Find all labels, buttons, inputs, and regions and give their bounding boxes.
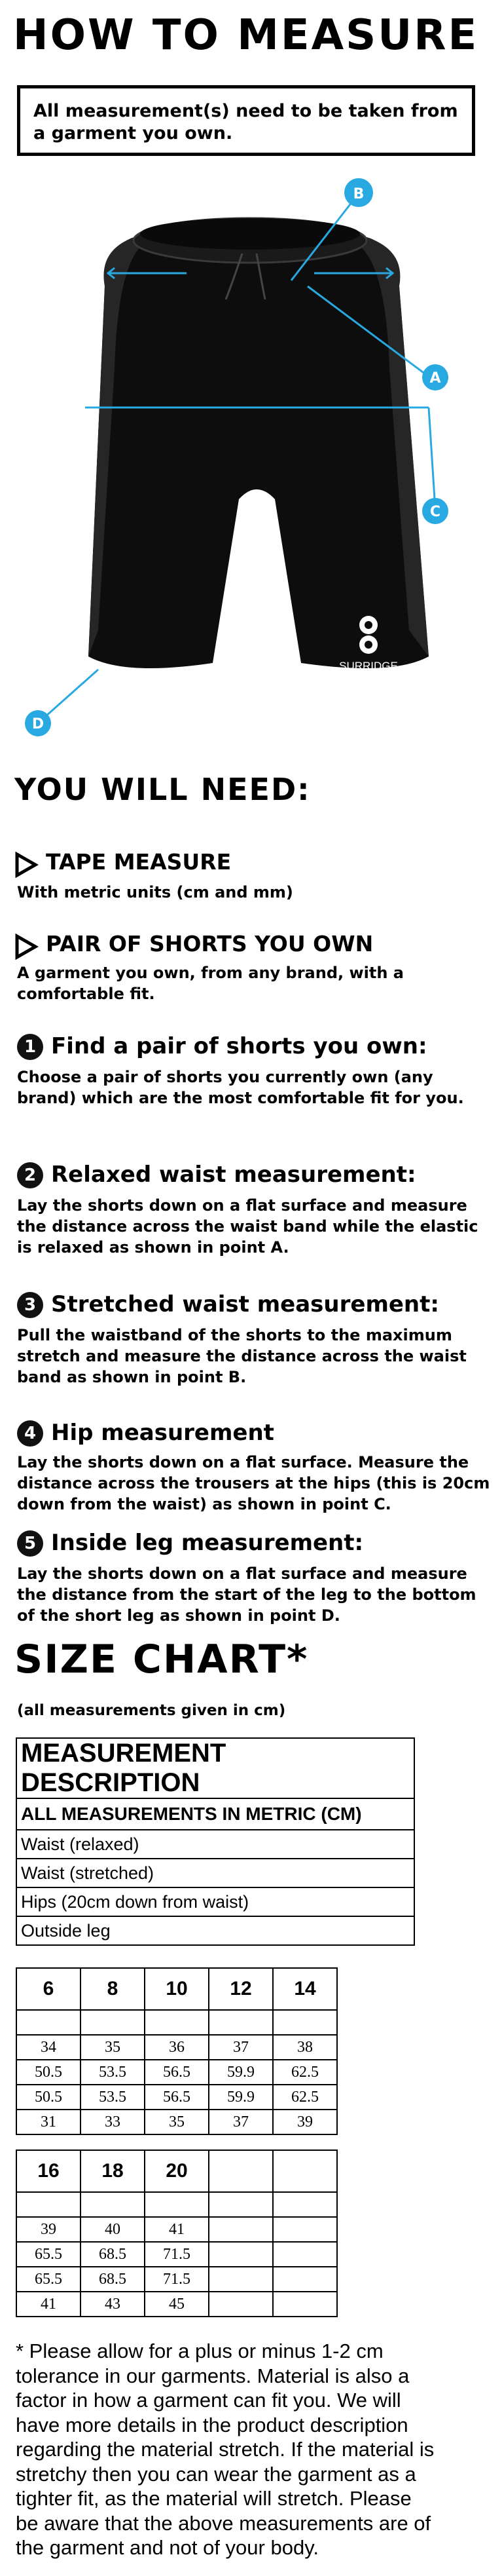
table-row: Outside leg — [16, 1916, 414, 1945]
empty-cell — [16, 2192, 81, 2217]
size-value-cell: 41 — [145, 2217, 209, 2242]
table-header: MEASUREMENT DESCRIPTION — [16, 1738, 414, 1798]
size-value-cell: 62.5 — [273, 2085, 337, 2110]
empty-cell — [81, 2192, 145, 2217]
size-header-cell: 18 — [81, 2150, 145, 2192]
size-value-cell: 39 — [273, 2110, 337, 2134]
size-value-cell: 37 — [209, 2035, 273, 2060]
empty-cell — [145, 2010, 209, 2035]
size-value-cell: 35 — [145, 2110, 209, 2134]
size-value-cell — [273, 2292, 337, 2317]
step-title: Find a pair of shorts you own: — [51, 1033, 427, 1059]
intro-text: All measurement(s) need to be taken from a garment you own. — [33, 101, 458, 143]
size-value-cell: 50.5 — [16, 2060, 81, 2085]
table-subheader: ALL MEASUREMENTS IN METRIC (CM) — [16, 1798, 414, 1830]
size-chart-title: SIZE CHART* — [14, 1637, 309, 1682]
empty-cell — [273, 2010, 337, 2035]
need-item-title: PAIR OF SHORTS YOU OWN — [46, 931, 374, 957]
size-value-cell: 65.5 — [16, 2242, 81, 2267]
size-value-cell: 59.9 — [209, 2085, 273, 2110]
step-number-badge: 2 — [17, 1162, 43, 1188]
step-title: Hip measurement — [51, 1420, 274, 1446]
step-title: Relaxed waist measurement: — [51, 1162, 416, 1188]
size-value-cell: 59.9 — [209, 2060, 273, 2085]
size-header-cell: 6 — [16, 1968, 81, 2010]
step-number-badge: 1 — [17, 1034, 43, 1060]
size-value-cell: 43 — [81, 2292, 145, 2317]
need-item-desc: With metric units (cm and mm) — [17, 883, 293, 901]
size-value-cell: 53.5 — [81, 2060, 145, 2085]
size-value-cell — [209, 2217, 273, 2242]
svg-text:A: A — [429, 370, 441, 387]
step-number-badge: 5 — [17, 1530, 43, 1557]
step-title: Stretched waist measurement: — [51, 1291, 439, 1317]
shorts-body — [88, 237, 429, 668]
svg-text:B: B — [353, 186, 365, 202]
page-title: HOW TO MEASURE — [13, 11, 479, 60]
table-row: Waist (stretched) — [16, 1859, 414, 1887]
empty-cell — [209, 2192, 273, 2217]
size-value-cell: 40 — [81, 2217, 145, 2242]
size-value-cell: 38 — [273, 2035, 337, 2060]
size-header-cell: 12 — [209, 1968, 273, 2010]
size-value-cell: 33 — [81, 2110, 145, 2134]
size-value-cell — [273, 2242, 337, 2267]
empty-cell — [273, 2192, 337, 2217]
size-value-cell — [273, 2217, 337, 2242]
step-title: Inside leg measurement: — [51, 1530, 364, 1556]
size-value-cell — [273, 2267, 337, 2292]
tolerance-footnote: * Please allow for a plus or minus 1-2 cm tolerance in our garments. Material is also a factor in how a garment can fit you. We will have more details in the product description regarding the material stretch. If the material is stretchy then you can wear the garment as a tighter fit, as the material will stretch. Please be aware that the above measurements are of the garment and not of your body. — [16, 2339, 435, 2559]
size-header-cell: 10 — [145, 1968, 209, 2010]
size-value-cell: 50.5 — [16, 2085, 81, 2110]
step-body: Pull the waistband of the shorts to the maximum stretch and measure the distance across the waist band as shown in point B. — [17, 1326, 467, 1386]
size-value-cell: 71.5 — [145, 2267, 209, 2292]
shorts-illustration — [0, 172, 502, 761]
size-header-cell — [209, 2150, 273, 2192]
point-d-marker — [25, 710, 51, 736]
step-body: Lay the shorts down on a flat surface. Measure the distance across the trousers at the hips (this is 20cm down from the waist) as shown in point C. — [17, 1453, 490, 1513]
svg-text:D: D — [31, 716, 45, 732]
size-header-cell — [273, 2150, 337, 2192]
size-value-cell: 68.5 — [81, 2242, 145, 2267]
need-item-desc: A garment you own, from any brand, with a comfortable fit. — [17, 964, 404, 1003]
empty-cell — [81, 2010, 145, 2035]
table-row: Waist (relaxed) — [16, 1830, 414, 1859]
size-header-cell: 20 — [145, 2150, 209, 2192]
measurement-description-table — [16, 1737, 415, 1946]
step-body: Lay the shorts down on a flat surface and measure the distance across the waist band while the elastic is relaxed as shown in point A. — [17, 1196, 478, 1257]
size-value-cell: 45 — [145, 2292, 209, 2317]
size-value-cell: 41 — [16, 2292, 81, 2317]
size-table-2 — [16, 2150, 338, 2317]
size-header-cell: 16 — [16, 2150, 81, 2192]
size-value-cell: 34 — [16, 2035, 81, 2060]
empty-cell — [145, 2192, 209, 2217]
size-value-cell — [209, 2267, 273, 2292]
step-number-badge: 3 — [17, 1292, 43, 1318]
triangle-bullet-icon — [14, 934, 39, 960]
size-value-cell: 37 — [209, 2110, 273, 2134]
size-chart-note: (all measurements given in cm) — [17, 1702, 286, 1719]
shorts-diagram — [0, 172, 502, 761]
intro-box — [17, 85, 475, 156]
step-body: Choose a pair of shorts you currently own (any brand) which are the most comfortable fit for you. — [17, 1068, 464, 1107]
size-value-cell: 31 — [16, 2110, 81, 2134]
size-value-cell: 56.5 — [145, 2085, 209, 2110]
brand-text: SURRIDGE — [339, 660, 398, 672]
need-heading: YOU WILL NEED: — [14, 772, 311, 807]
point-b-marker — [344, 178, 373, 207]
step-body: Lay the shorts down on a flat surface and measure the distance from the start of the leg to the bottom of the short leg as shown in point D. — [17, 1564, 476, 1625]
size-value-cell — [209, 2242, 273, 2267]
point-a-marker — [422, 364, 448, 390]
point-c-marker — [422, 498, 448, 524]
size-value-cell: 56.5 — [145, 2060, 209, 2085]
size-value-cell: 68.5 — [81, 2267, 145, 2292]
step-number-badge: 4 — [17, 1420, 43, 1447]
size-value-cell — [209, 2292, 273, 2317]
table-row: Hips (20cm down from waist) — [16, 1887, 414, 1916]
need-item-title: TAPE MEASURE — [46, 849, 232, 875]
size-header-cell: 8 — [81, 1968, 145, 2010]
size-value-cell: 62.5 — [273, 2060, 337, 2085]
size-value-cell: 71.5 — [145, 2242, 209, 2267]
size-value-cell: 39 — [16, 2217, 81, 2242]
empty-cell — [16, 2010, 81, 2035]
size-value-cell: 36 — [145, 2035, 209, 2060]
triangle-bullet-icon — [14, 852, 39, 878]
empty-cell — [209, 2010, 273, 2035]
svg-text:C: C — [429, 504, 441, 520]
size-value-cell: 53.5 — [81, 2085, 145, 2110]
size-value-cell: 65.5 — [16, 2267, 81, 2292]
size-header-cell: 14 — [273, 1968, 337, 2010]
size-value-cell: 35 — [81, 2035, 145, 2060]
size-table-1 — [16, 1967, 338, 2135]
